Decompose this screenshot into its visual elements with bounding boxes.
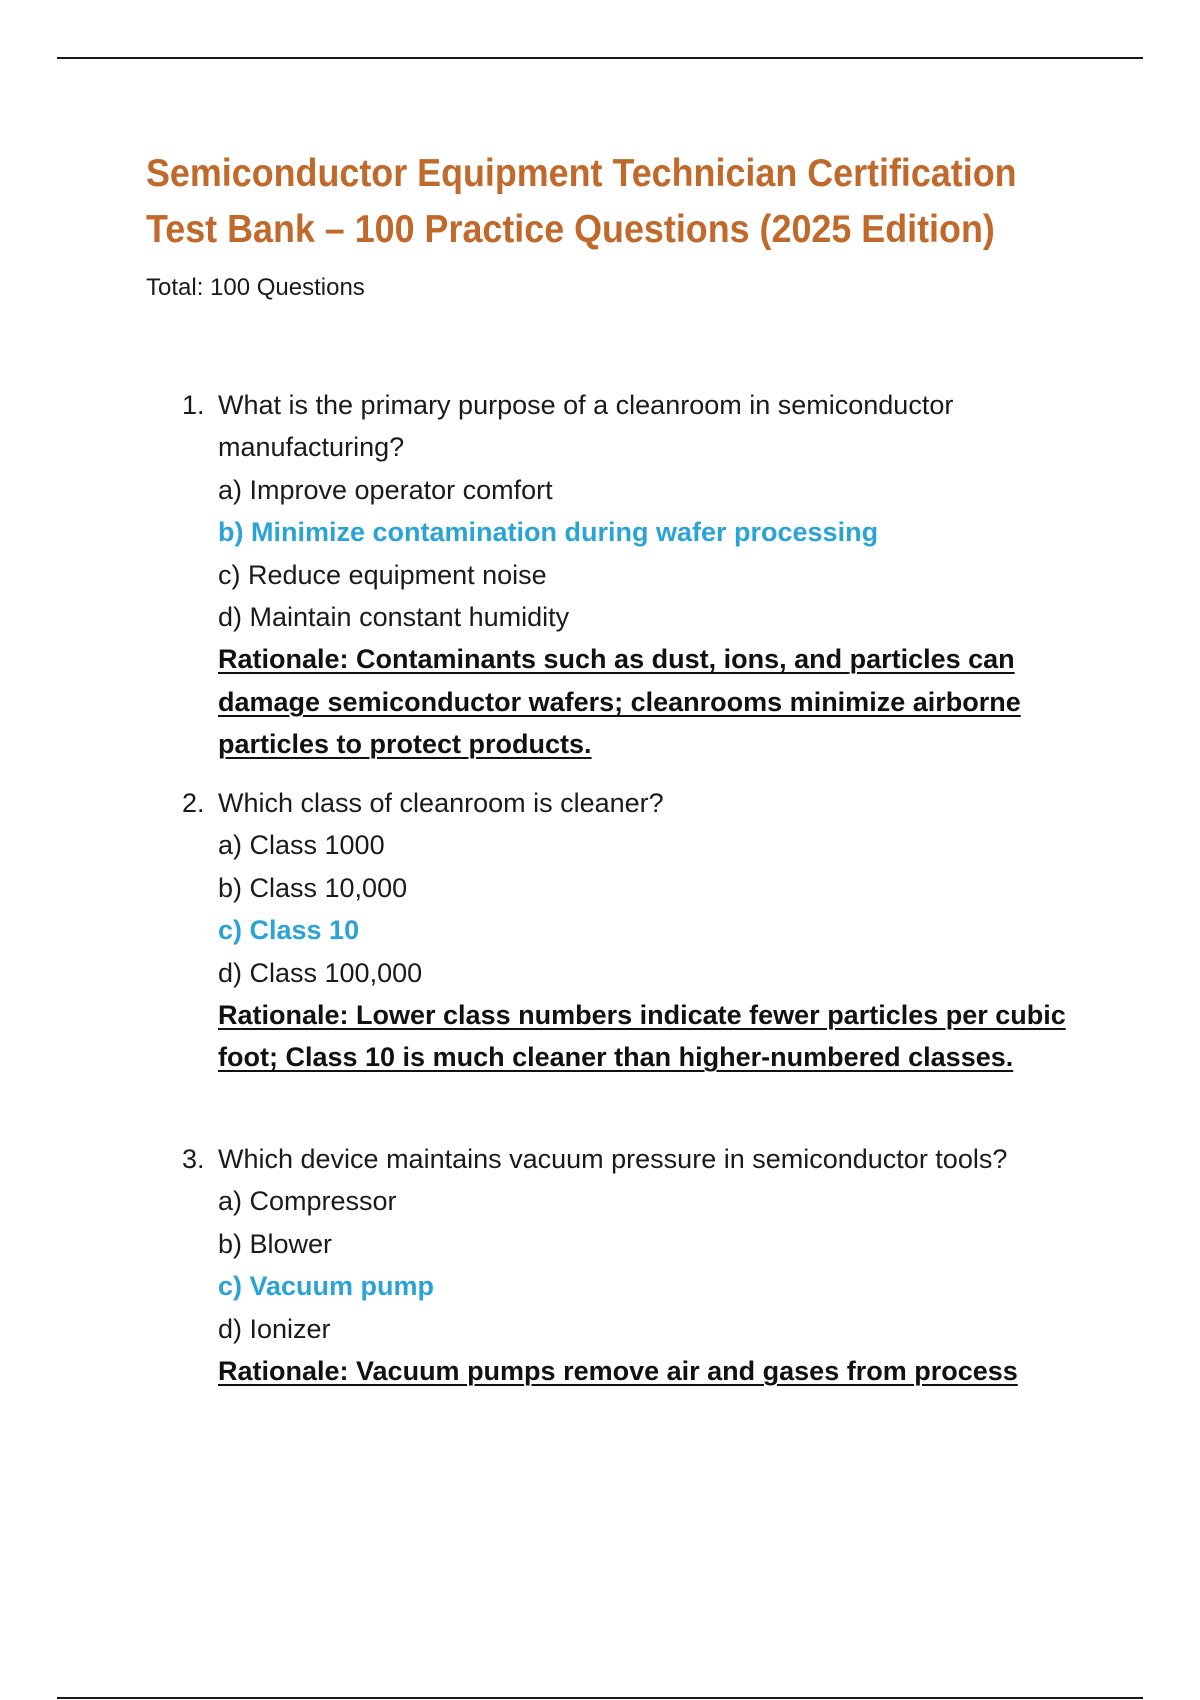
question-item bbox=[182, 1138, 1102, 1392]
question-text: What is the primary purpose of a cleanroom in semiconductor manufacturing? bbox=[218, 390, 954, 463]
rationale bbox=[218, 638, 1102, 765]
answer-option-d: d) Ionizer bbox=[218, 1313, 331, 1344]
answer-option-b: b) Class 10,000 bbox=[218, 872, 408, 903]
answer-option-a: a) Class 1000 bbox=[218, 830, 385, 861]
answer-option-a: a) Improve operator comfort bbox=[218, 474, 553, 505]
question-item bbox=[182, 782, 1102, 1079]
answer-option-d: d) Maintain constant humidity bbox=[218, 602, 570, 633]
bottom-rule bbox=[57, 1697, 1143, 1699]
question-total: Total: 100 Questions bbox=[146, 274, 365, 301]
answer-option-c: c) Reduce equipment noise bbox=[218, 559, 547, 590]
rationale-text: Rationale: Vacuum pumps remove air and gases from process bbox=[218, 1356, 1018, 1387]
title-line-1: Semiconductor Equipment Technician Certification bbox=[146, 152, 1017, 195]
question-number: 3. bbox=[182, 1144, 205, 1174]
question-number: 1. bbox=[182, 390, 205, 420]
answer-option-a: a) Compressor bbox=[218, 1186, 397, 1217]
question-text: Which class of cleanroom is cleaner? bbox=[218, 788, 664, 818]
correct-answer-option-b: b) Minimize contamination during wafer processing bbox=[218, 517, 879, 548]
rationale bbox=[218, 1350, 1102, 1392]
document-title bbox=[146, 146, 1029, 258]
top-rule bbox=[57, 57, 1143, 59]
question-text: Which device maintains vacuum pressure in semiconductor tools? bbox=[218, 1144, 1008, 1174]
correct-answer-option-c: c) Class 10 bbox=[218, 915, 360, 946]
rationale-text: Rationale: Lower class numbers indicate fewer particles per cubic foot; Class 10 is much cleaner than higher-numbered classes. bbox=[218, 1000, 1066, 1073]
answer-option-d: d) Class 100,000 bbox=[218, 957, 423, 988]
rationale bbox=[218, 994, 1102, 1079]
answer-option-b: b) Blower bbox=[218, 1228, 333, 1259]
rationale-text: Rationale: Contaminants such as dust, ions, and particles can damage semiconductor wafers; cleanrooms minimize airborne particles to protect products. bbox=[218, 644, 1021, 760]
question-item bbox=[182, 384, 1102, 766]
title-line-2: Test Bank – 100 Practice Questions (2025 Edition) bbox=[146, 208, 995, 251]
correct-answer-option-c: c) Vacuum pump bbox=[218, 1271, 435, 1302]
question-number: 2. bbox=[182, 788, 205, 818]
